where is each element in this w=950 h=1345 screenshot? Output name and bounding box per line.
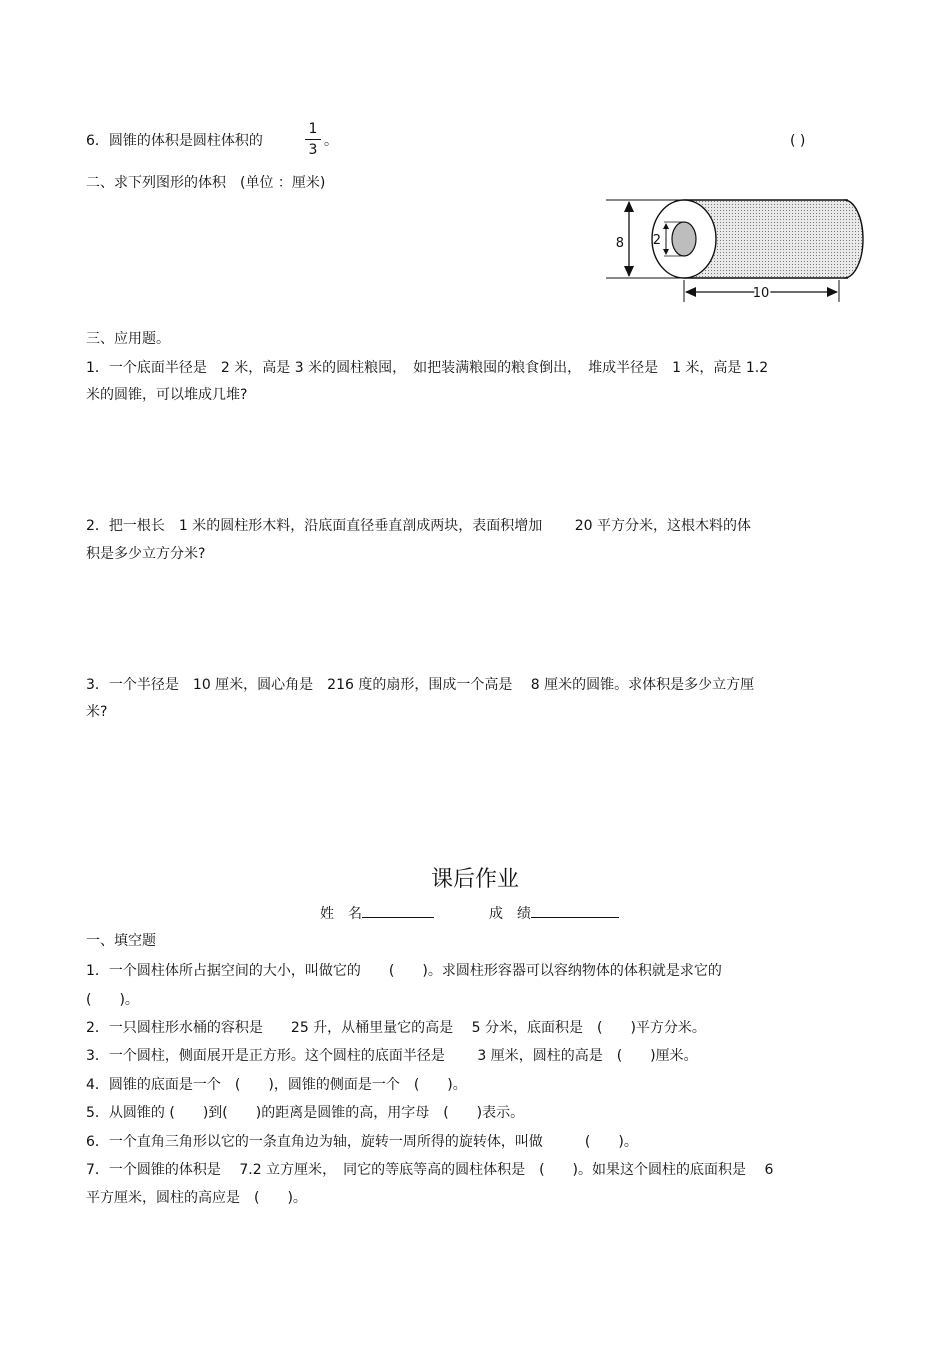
name-blank[interactable] (362, 903, 434, 918)
problem-1-line-2: 米的圆锥，可以堆成几堆? (86, 387, 248, 403)
fill-item: 平方厘米，圆柱的高应是 ( )。 (86, 1190, 307, 1206)
fill-item: 3．一个圆柱，侧面展开是正方形。这个圆柱的底面半径是 3 厘米，圆柱的高是 ( )厘米。 (86, 1048, 698, 1064)
homework-title: 课后作业 (430, 867, 519, 892)
fill-item: 7．一个圆锥的体积是 7.2 立方厘米， 同它的等底等高的圆柱体积是 ( )。如果这个圆柱的底面积是 6 (86, 1162, 774, 1178)
section-2-heading: 二、求下列图形的体积 (单位 ：厘米) (86, 175, 326, 191)
section-3-heading: 三、应用题。 (86, 331, 170, 347)
problem-1-line-1: 1．一个底面半径是 2 米，高是 3 米的圆柱粮囤， 如把装满粮囤的粮食倒出， 堆成半径是 1 米，高是 1.2 (86, 360, 769, 376)
dimension-label-inner: 2 (652, 233, 661, 248)
problem-3-line-1: 3．一个半径是 10 厘米，圆心角是 216 度的扇形，围成一个高是 8 厘米的圆锥。求体积是多少立方厘 (86, 677, 755, 693)
fraction-denominator: 3 (308, 142, 318, 158)
question-6-end: 。 (324, 133, 338, 149)
cylinder-inner-hole (672, 222, 696, 256)
fill-item: 1．一个圆柱体所占据空间的大小，叫做它的 ( )。求圆柱形容器可以容纳物体的体积就是求它的 (86, 963, 722, 979)
question-6 (86, 132, 263, 150)
cylinder-right-end (844, 200, 863, 278)
question-6-text: 6．圆锥的体积是圆柱体积的 (86, 133, 263, 149)
fill-item: 6．一个直角三角形以它的一条直角边为轴，旋转一周所得的旋转体，叫做 ( )。 (86, 1134, 638, 1150)
fill-item: 2．一只圆柱形水桶的容积是 25 升，从桶里量它的高是 5 分米，底面积是 ( )平方分米。 (86, 1020, 706, 1036)
score-blank[interactable] (531, 903, 619, 918)
score-label: 成 绩 (489, 906, 531, 922)
problem-3-line-2: 米? (86, 704, 108, 720)
fill-item: 5．从圆锥的 ( )到( )的距离是圆锥的高，用字母 ( )表示。 (86, 1105, 525, 1121)
problem-2-line-1: 2．把一根长 1 米的圆柱形木料，沿底面直径垂直剖成两块，表面积增加 20 平方分米，这根木料的体 (86, 518, 751, 534)
dimension-label-outer: 8 (615, 236, 624, 251)
fraction-one-third (305, 120, 321, 159)
name-field (320, 903, 434, 923)
fill-item: ( )。 (86, 992, 139, 1008)
fraction-numerator: 1 (308, 121, 318, 137)
name-label: 姓 名 (320, 906, 362, 922)
dimension-label-length: 10 (752, 286, 770, 301)
problem-2-line-2: 积是多少立方分米? (86, 546, 206, 562)
fill-in-heading: 一、填空题 (86, 933, 156, 949)
fraction-bar (305, 139, 321, 140)
question-6-answer-paren: ( ) (790, 133, 806, 149)
fill-item: 4．圆锥的底面是一个 ( )，圆锥的侧面是一个 ( )。 (86, 1077, 467, 1093)
score-field (489, 903, 619, 923)
hollow-cylinder-figure (600, 192, 875, 307)
